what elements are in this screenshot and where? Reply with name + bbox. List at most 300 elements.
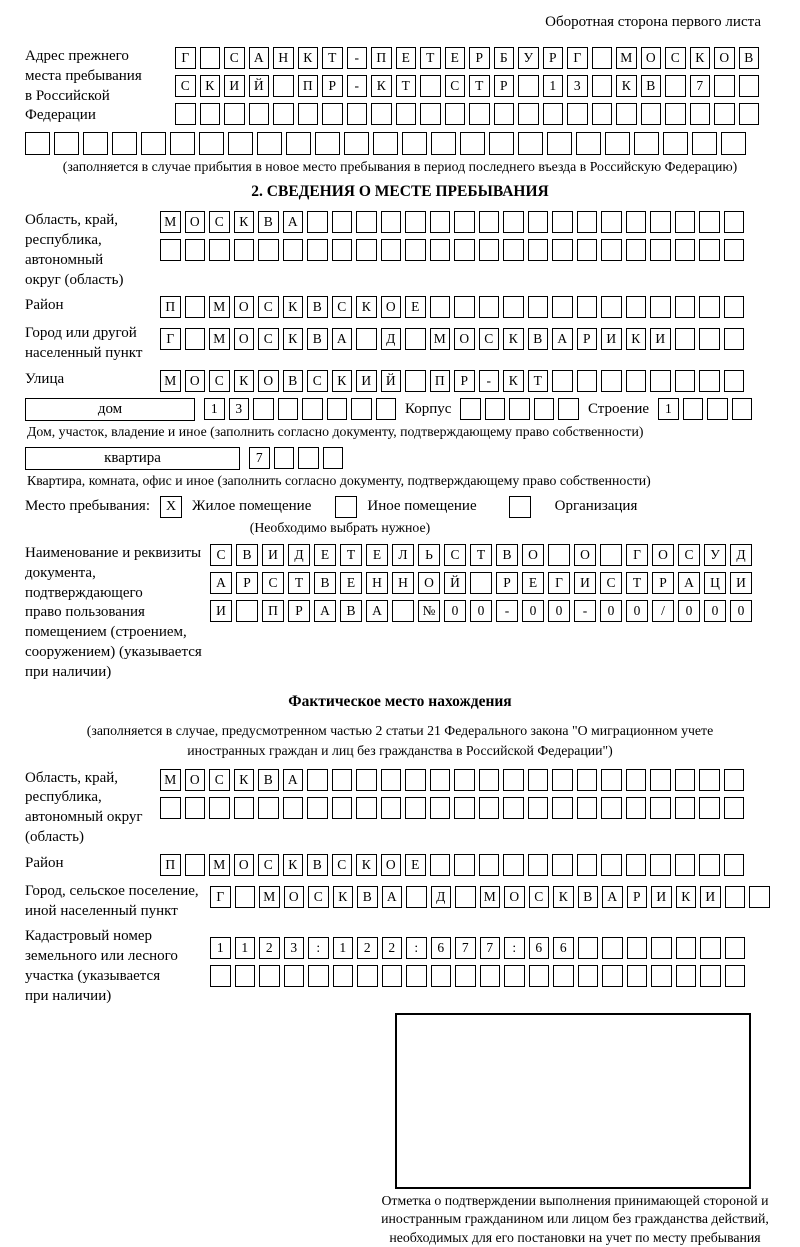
char-cell[interactable]: Е [340, 572, 362, 594]
char-cell[interactable]: С [444, 544, 466, 566]
char-cell[interactable] [601, 370, 622, 392]
char-cell[interactable] [307, 769, 328, 791]
char-cell[interactable]: Ь [418, 544, 440, 566]
char-cell[interactable]: А [678, 572, 700, 594]
char-cell[interactable]: С [479, 328, 500, 350]
char-cell[interactable] [327, 398, 348, 420]
char-cell[interactable]: Н [392, 572, 414, 594]
char-cell[interactable]: О [504, 886, 525, 908]
char-cell[interactable]: Р [322, 75, 343, 97]
char-cell[interactable] [602, 965, 623, 987]
char-cell[interactable] [503, 769, 524, 791]
char-cell[interactable] [224, 103, 245, 125]
char-cell[interactable] [460, 398, 481, 420]
apartment-box[interactable]: квартира [25, 447, 240, 470]
char-cell[interactable]: Р [496, 572, 518, 594]
char-cell[interactable] [675, 239, 696, 261]
prev-address-row-1[interactable] [175, 47, 759, 69]
char-cell[interactable]: У [518, 47, 539, 69]
char-cell[interactable] [199, 132, 224, 155]
char-cell[interactable]: В [357, 886, 378, 908]
char-cell[interactable] [518, 132, 543, 155]
char-cell[interactable] [663, 132, 688, 155]
char-cell[interactable]: А [283, 211, 304, 233]
char-cell[interactable]: П [430, 370, 451, 392]
char-cell[interactable] [592, 75, 613, 97]
char-cell[interactable] [209, 239, 230, 261]
char-cell[interactable]: К [676, 886, 697, 908]
char-cell[interactable] [725, 937, 746, 959]
char-cell[interactable]: И [651, 886, 672, 908]
char-cell[interactable]: В [307, 296, 328, 318]
char-cell[interactable]: К [234, 769, 255, 791]
char-cell[interactable]: А [210, 572, 232, 594]
char-cell[interactable] [578, 965, 599, 987]
char-cell[interactable] [699, 370, 720, 392]
char-cell[interactable]: П [262, 600, 284, 622]
char-cell[interactable]: : [308, 937, 329, 959]
char-cell[interactable] [357, 965, 378, 987]
char-cell[interactable]: С [258, 296, 279, 318]
char-cell[interactable]: О [258, 370, 279, 392]
char-cell[interactable] [690, 103, 711, 125]
char-cell[interactable] [405, 769, 426, 791]
char-cell[interactable] [430, 797, 451, 819]
char-cell[interactable] [577, 854, 598, 876]
char-cell[interactable]: Г [626, 544, 648, 566]
char-cell[interactable]: 1 [658, 398, 679, 420]
char-cell[interactable]: Е [314, 544, 336, 566]
char-cell[interactable] [406, 886, 427, 908]
char-cell[interactable]: С [262, 572, 284, 594]
char-cell[interactable] [529, 965, 550, 987]
char-cell[interactable] [626, 797, 647, 819]
char-cell[interactable]: Г [548, 572, 570, 594]
char-cell[interactable] [235, 965, 256, 987]
char-cell[interactable] [479, 769, 500, 791]
char-cell[interactable]: Н [366, 572, 388, 594]
char-cell[interactable]: С [665, 47, 686, 69]
char-cell[interactable]: - [347, 47, 368, 69]
fact-region-row-2[interactable] [160, 797, 744, 819]
char-cell[interactable]: М [160, 769, 181, 791]
char-cell[interactable] [332, 797, 353, 819]
char-cell[interactable]: А [552, 328, 573, 350]
char-cell[interactable] [665, 103, 686, 125]
char-cell[interactable] [356, 769, 377, 791]
char-cell[interactable] [274, 447, 295, 469]
char-cell[interactable]: И [730, 572, 752, 594]
char-cell[interactable]: М [160, 370, 181, 392]
char-cell[interactable] [650, 211, 671, 233]
char-cell[interactable] [480, 965, 501, 987]
char-cell[interactable]: Д [381, 328, 402, 350]
char-cell[interactable]: Т [340, 544, 362, 566]
char-cell[interactable] [430, 239, 451, 261]
char-cell[interactable] [258, 797, 279, 819]
char-cell[interactable]: И [601, 328, 622, 350]
char-cell[interactable]: О [234, 296, 255, 318]
char-cell[interactable] [405, 211, 426, 233]
char-cell[interactable]: С [224, 47, 245, 69]
char-cell[interactable] [307, 239, 328, 261]
char-cell[interactable] [210, 965, 231, 987]
char-cell[interactable]: А [314, 600, 336, 622]
char-cell[interactable]: Р [236, 572, 258, 594]
char-cell[interactable] [592, 47, 613, 69]
char-cell[interactable] [577, 211, 598, 233]
char-cell[interactable]: О [284, 886, 305, 908]
char-cell[interactable]: Т [470, 544, 492, 566]
char-cell[interactable]: 0 [678, 600, 700, 622]
char-cell[interactable]: К [553, 886, 574, 908]
char-cell[interactable]: О [641, 47, 662, 69]
char-cell[interactable]: Р [469, 47, 490, 69]
char-cell[interactable] [454, 296, 475, 318]
char-cell[interactable] [577, 370, 598, 392]
char-cell[interactable] [382, 965, 403, 987]
char-cell[interactable] [381, 211, 402, 233]
char-cell[interactable] [235, 886, 256, 908]
char-cell[interactable] [626, 211, 647, 233]
house-number-cells[interactable] [204, 398, 396, 420]
char-cell[interactable] [185, 854, 206, 876]
char-cell[interactable] [286, 132, 311, 155]
char-cell[interactable] [699, 797, 720, 819]
char-cell[interactable]: С [332, 854, 353, 876]
char-cell[interactable]: 6 [553, 937, 574, 959]
char-cell[interactable]: Й [249, 75, 270, 97]
char-cell[interactable] [552, 296, 573, 318]
char-cell[interactable]: В [641, 75, 662, 97]
char-cell[interactable]: С [209, 370, 230, 392]
char-cell[interactable] [528, 797, 549, 819]
char-cell[interactable] [454, 769, 475, 791]
char-cell[interactable] [651, 965, 672, 987]
char-cell[interactable]: Д [431, 886, 452, 908]
char-cell[interactable] [577, 239, 598, 261]
char-cell[interactable] [430, 211, 451, 233]
char-cell[interactable] [739, 75, 760, 97]
char-cell[interactable] [721, 132, 746, 155]
char-cell[interactable] [675, 211, 696, 233]
char-cell[interactable] [315, 132, 340, 155]
char-cell[interactable] [454, 211, 475, 233]
char-cell[interactable]: И [574, 572, 596, 594]
char-cell[interactable]: С [600, 572, 622, 594]
char-cell[interactable]: В [307, 854, 328, 876]
char-cell[interactable]: О [454, 328, 475, 350]
char-cell[interactable]: Г [160, 328, 181, 350]
char-cell[interactable] [641, 103, 662, 125]
house-box[interactable]: дом [25, 398, 195, 421]
char-cell[interactable]: К [200, 75, 221, 97]
char-cell[interactable] [518, 103, 539, 125]
char-cell[interactable]: Г [567, 47, 588, 69]
char-cell[interactable]: О [185, 211, 206, 233]
char-cell[interactable] [228, 132, 253, 155]
char-cell[interactable] [302, 398, 323, 420]
char-cell[interactable]: 1 [333, 937, 354, 959]
char-cell[interactable]: К [616, 75, 637, 97]
char-cell[interactable] [650, 239, 671, 261]
fact-city-row[interactable] [210, 886, 770, 908]
char-cell[interactable]: Ц [704, 572, 726, 594]
char-cell[interactable] [405, 797, 426, 819]
char-cell[interactable] [392, 600, 414, 622]
char-cell[interactable]: И [650, 328, 671, 350]
char-cell[interactable] [675, 854, 696, 876]
char-cell[interactable]: 7 [690, 75, 711, 97]
city-row[interactable] [160, 328, 744, 350]
char-cell[interactable] [601, 211, 622, 233]
char-cell[interactable]: С [332, 296, 353, 318]
char-cell[interactable]: Д [730, 544, 752, 566]
char-cell[interactable]: Г [210, 886, 231, 908]
char-cell[interactable] [332, 239, 353, 261]
char-cell[interactable] [25, 132, 50, 155]
char-cell[interactable] [626, 296, 647, 318]
char-cell[interactable]: К [626, 328, 647, 350]
char-cell[interactable]: В [528, 328, 549, 350]
char-cell[interactable]: - [574, 600, 596, 622]
char-cell[interactable] [371, 103, 392, 125]
char-cell[interactable] [333, 965, 354, 987]
char-cell[interactable] [141, 132, 166, 155]
char-cell[interactable]: К [234, 370, 255, 392]
char-cell[interactable]: 0 [444, 600, 466, 622]
char-cell[interactable]: С [529, 886, 550, 908]
char-cell[interactable] [724, 370, 745, 392]
char-cell[interactable] [485, 398, 506, 420]
char-cell[interactable] [650, 769, 671, 791]
char-cell[interactable] [347, 103, 368, 125]
char-cell[interactable]: И [356, 370, 377, 392]
char-cell[interactable]: 6 [431, 937, 452, 959]
char-cell[interactable] [543, 103, 564, 125]
prev-address-row-3[interactable] [175, 103, 759, 125]
char-cell[interactable] [534, 398, 555, 420]
char-cell[interactable]: С [307, 370, 328, 392]
char-cell[interactable]: 2 [259, 937, 280, 959]
char-cell[interactable]: И [700, 886, 721, 908]
char-cell[interactable] [405, 239, 426, 261]
char-cell[interactable] [552, 239, 573, 261]
char-cell[interactable] [170, 132, 195, 155]
char-cell[interactable] [406, 965, 427, 987]
char-cell[interactable] [578, 937, 599, 959]
char-cell[interactable] [724, 239, 745, 261]
char-cell[interactable] [430, 296, 451, 318]
char-cell[interactable]: К [356, 296, 377, 318]
char-cell[interactable]: - [347, 75, 368, 97]
char-cell[interactable]: А [382, 886, 403, 908]
char-cell[interactable] [634, 132, 659, 155]
char-cell[interactable] [552, 854, 573, 876]
char-cell[interactable]: Д [288, 544, 310, 566]
char-cell[interactable] [700, 937, 721, 959]
char-cell[interactable]: А [283, 769, 304, 791]
char-cell[interactable]: С [209, 769, 230, 791]
char-cell[interactable] [234, 239, 255, 261]
char-cell[interactable]: Л [392, 544, 414, 566]
char-cell[interactable]: Е [366, 544, 388, 566]
char-cell[interactable]: К [333, 886, 354, 908]
char-cell[interactable]: А [249, 47, 270, 69]
char-cell[interactable] [504, 965, 525, 987]
char-cell[interactable] [258, 239, 279, 261]
char-cell[interactable] [479, 211, 500, 233]
char-cell[interactable] [626, 854, 647, 876]
stay-type-checkbox-residential[interactable]: X [160, 496, 182, 518]
char-cell[interactable] [185, 328, 206, 350]
char-cell[interactable]: В [314, 572, 336, 594]
char-cell[interactable] [445, 103, 466, 125]
char-cell[interactable] [528, 239, 549, 261]
char-cell[interactable] [479, 854, 500, 876]
char-cell[interactable]: К [690, 47, 711, 69]
char-cell[interactable]: 1 [543, 75, 564, 97]
char-cell[interactable] [283, 797, 304, 819]
char-cell[interactable]: 7 [249, 447, 270, 469]
char-cell[interactable]: : [504, 937, 525, 959]
char-cell[interactable] [724, 854, 745, 876]
char-cell[interactable]: О [574, 544, 596, 566]
char-cell[interactable] [627, 965, 648, 987]
char-cell[interactable] [376, 398, 397, 420]
char-cell[interactable]: 3 [229, 398, 250, 420]
char-cell[interactable]: И [262, 544, 284, 566]
char-cell[interactable] [503, 239, 524, 261]
char-cell[interactable] [209, 797, 230, 819]
char-cell[interactable] [112, 132, 137, 155]
char-cell[interactable] [651, 937, 672, 959]
char-cell[interactable]: В [578, 886, 599, 908]
char-cell[interactable] [626, 370, 647, 392]
char-cell[interactable] [308, 965, 329, 987]
char-cell[interactable] [732, 398, 753, 420]
char-cell[interactable]: 0 [626, 600, 648, 622]
char-cell[interactable] [257, 132, 282, 155]
char-cell[interactable] [576, 132, 601, 155]
char-cell[interactable] [725, 965, 746, 987]
char-cell[interactable] [602, 937, 623, 959]
char-cell[interactable]: В [307, 328, 328, 350]
char-cell[interactable]: О [522, 544, 544, 566]
char-cell[interactable]: 0 [548, 600, 570, 622]
char-cell[interactable] [577, 797, 598, 819]
cadastral-row-2[interactable] [210, 965, 745, 987]
char-cell[interactable]: 2 [382, 937, 403, 959]
char-cell[interactable] [278, 398, 299, 420]
char-cell[interactable]: Й [381, 370, 402, 392]
char-cell[interactable] [650, 296, 671, 318]
char-cell[interactable] [724, 211, 745, 233]
char-cell[interactable] [676, 965, 697, 987]
char-cell[interactable]: Е [405, 296, 426, 318]
char-cell[interactable]: К [371, 75, 392, 97]
char-cell[interactable] [503, 854, 524, 876]
char-cell[interactable] [185, 296, 206, 318]
char-cell[interactable]: П [160, 854, 181, 876]
char-cell[interactable] [503, 211, 524, 233]
char-cell[interactable]: П [160, 296, 181, 318]
char-cell[interactable] [699, 239, 720, 261]
char-cell[interactable]: 2 [357, 937, 378, 959]
char-cell[interactable] [528, 211, 549, 233]
stay-type-checkbox-organization[interactable] [509, 496, 531, 518]
char-cell[interactable] [547, 132, 572, 155]
char-cell[interactable]: 6 [529, 937, 550, 959]
char-cell[interactable] [749, 886, 770, 908]
char-cell[interactable]: Р [454, 370, 475, 392]
char-cell[interactable]: Т [396, 75, 417, 97]
char-cell[interactable] [724, 797, 745, 819]
char-cell[interactable]: К [234, 211, 255, 233]
char-cell[interactable]: В [340, 600, 362, 622]
char-cell[interactable] [650, 370, 671, 392]
char-cell[interactable] [83, 132, 108, 155]
char-cell[interactable] [479, 296, 500, 318]
char-cell[interactable] [283, 239, 304, 261]
char-cell[interactable] [724, 328, 745, 350]
char-cell[interactable]: 0 [470, 600, 492, 622]
district-row[interactable] [160, 296, 744, 318]
char-cell[interactable]: С [258, 328, 279, 350]
street-row[interactable] [160, 370, 744, 392]
char-cell[interactable]: Е [445, 47, 466, 69]
char-cell[interactable]: 3 [284, 937, 305, 959]
char-cell[interactable] [699, 211, 720, 233]
char-cell[interactable] [307, 211, 328, 233]
char-cell[interactable] [699, 328, 720, 350]
char-cell[interactable]: С [308, 886, 329, 908]
char-cell[interactable]: А [332, 328, 353, 350]
char-cell[interactable]: 0 [704, 600, 726, 622]
char-cell[interactable] [454, 854, 475, 876]
char-cell[interactable] [351, 398, 372, 420]
char-cell[interactable] [675, 797, 696, 819]
char-cell[interactable]: - [479, 370, 500, 392]
char-cell[interactable] [528, 296, 549, 318]
char-cell[interactable] [552, 370, 573, 392]
prev-address-row-4[interactable] [25, 132, 775, 155]
char-cell[interactable]: 3 [567, 75, 588, 97]
char-cell[interactable] [430, 769, 451, 791]
char-cell[interactable] [356, 797, 377, 819]
char-cell[interactable] [249, 103, 270, 125]
char-cell[interactable] [650, 797, 671, 819]
char-cell[interactable] [431, 132, 456, 155]
char-cell[interactable] [601, 797, 622, 819]
char-cell[interactable]: О [381, 296, 402, 318]
char-cell[interactable] [454, 797, 475, 819]
char-cell[interactable]: В [496, 544, 518, 566]
char-cell[interactable]: О [381, 854, 402, 876]
char-cell[interactable]: В [236, 544, 258, 566]
char-cell[interactable]: Р [577, 328, 598, 350]
char-cell[interactable] [567, 103, 588, 125]
char-cell[interactable] [601, 854, 622, 876]
char-cell[interactable] [724, 296, 745, 318]
char-cell[interactable]: О [652, 544, 674, 566]
char-cell[interactable] [332, 769, 353, 791]
char-cell[interactable]: М [430, 328, 451, 350]
char-cell[interactable] [692, 132, 717, 155]
cadastral-row-1[interactable] [210, 937, 745, 959]
char-cell[interactable] [469, 103, 490, 125]
char-cell[interactable]: - [496, 600, 518, 622]
